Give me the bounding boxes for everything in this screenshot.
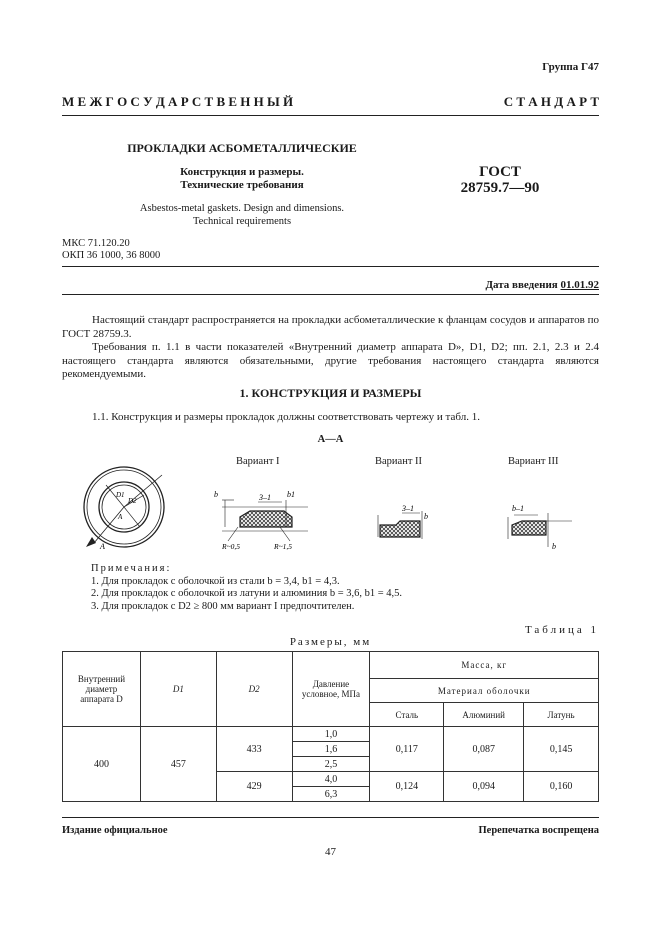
intro-date-value: 01.01.92 (560, 279, 599, 291)
header-d2: D2 (216, 652, 292, 727)
section-label: А—А (317, 434, 344, 445)
gost-designation (445, 164, 555, 196)
variant-3-section (508, 504, 572, 551)
header-d1: D1 (140, 652, 216, 727)
ring-plan-view (84, 467, 164, 551)
paragraph-requirements: Требования п. 1.1 в части показателей «Внутренний диаметр аппарата D», D1, D2; пп. 2.1, 2.3 и 2.4 настоящего стандарта являются обязательными, другие требования настоящего стандарта являются рекомендуемыми. (62, 341, 599, 380)
cell-d1: 457 (140, 727, 216, 802)
banner-right: С Т А Н Д А Р Т (503, 94, 599, 109)
cell-g1-p1: 1,0 (292, 727, 370, 742)
gasket-drawing (62, 455, 599, 555)
label-b-v2: b (424, 512, 428, 521)
cell-g2-p2: 6,3 (292, 787, 370, 802)
label-d2: D2 (128, 497, 137, 505)
cell-g2-al: 0,094 (444, 772, 524, 802)
page-number: 47 (325, 846, 336, 858)
header-brass: Латунь (524, 703, 599, 727)
label-d1: D1 (116, 491, 125, 499)
cell-g2-d2: 429 (216, 772, 292, 802)
label-3-1-v2: 3–1 (402, 504, 414, 513)
footer-rule (62, 817, 599, 818)
variant-1-section (214, 490, 308, 551)
intro-date-label: Дата введения (485, 279, 558, 291)
header-pressure: Давление условное, МПа (292, 652, 370, 727)
header-material: Материал оболочки (370, 679, 599, 703)
notes-title: Примечания: (91, 563, 172, 574)
english-line-1: Asbestos-metal gaskets. Design and dimensions. (139, 203, 345, 214)
label-b-v1: b (214, 490, 218, 499)
table-caption: Размеры, мм (289, 636, 372, 648)
gost-label: ГОСТ (479, 164, 521, 180)
cell-g2-brass: 0,160 (524, 772, 599, 802)
paragraph-scope: Настоящий стандарт распространяется на прокладки асбометаллические к фланцам сосудов и аппаратов по ГОСТ 28759.3. (62, 314, 599, 340)
okp-code: ОКП 36 1000, 36 8000 (62, 249, 161, 261)
label-a-cut: А (100, 542, 105, 551)
mks-code: МКС 71.120.20 (62, 238, 130, 249)
note-3: 3. Для прокладок с D2 ≥ 800 мм вариант I предпочтителен. (91, 600, 355, 612)
label-a-center: А (118, 513, 123, 521)
cell-g2-steel: 0,124 (370, 772, 444, 802)
cell-d: 400 (63, 727, 141, 802)
label-r15: R~1,5 (274, 542, 293, 551)
header-mass: Масса, кг (370, 652, 599, 679)
subtitle-line-2: Технические требования (180, 179, 304, 191)
cell-g2-p1: 4,0 (292, 772, 370, 787)
note-1: 1. Для прокладок с оболочкой из стали b = 3,4, b1 = 4,3. (91, 575, 340, 587)
cell-g1-d2: 433 (216, 727, 292, 772)
label-b-1-v3: b–1 (512, 504, 524, 513)
variant-2-label: Вариант II (375, 456, 423, 467)
header-rule (62, 115, 599, 116)
cell-g1-p3: 2,5 (292, 757, 370, 772)
english-line-2: Technical requirements (192, 216, 292, 227)
variant-3-label: Вариант III (508, 456, 559, 467)
intro-date (485, 279, 599, 291)
footer-official: Издание официальное (62, 825, 168, 836)
header-aluminium: Алюминий (444, 703, 524, 727)
date-rule (62, 294, 599, 295)
table-label: Таблица 1 (524, 624, 599, 636)
label-b-v3: b (552, 542, 556, 551)
cell-g1-brass: 0,145 (524, 727, 599, 772)
footer-reprint: Перепечатка воспрещена (478, 825, 599, 836)
cell-g1-p2: 1,6 (292, 742, 370, 757)
group-code: Группа Г47 (542, 61, 599, 73)
codes-rule (62, 266, 599, 267)
section-heading: 1. КОНСТРУКЦИЯ И РАЗМЕРЫ (239, 386, 422, 400)
paragraph-1-1: 1.1. Конструкция и размеры прокладок должны соответствовать чертежу и табл. 1. (92, 411, 480, 423)
notes-block (91, 563, 402, 613)
header-steel: Сталь (370, 703, 444, 727)
doc-title: ПРОКЛАДКИ АСБОМЕТАЛЛИЧЕСКИЕ (127, 141, 357, 155)
cell-g1-steel: 0,117 (370, 727, 444, 772)
english-title (62, 202, 422, 228)
label-r05: R~0,5 (222, 542, 241, 551)
standard-banner (62, 94, 599, 110)
classification-codes (62, 238, 160, 261)
label-3-1-v1: 3–1 (259, 493, 271, 502)
dimensions-table (62, 651, 599, 802)
banner-left: М Е Ж Г О С У Д А Р С Т В Е Н Н Ы Й (62, 94, 294, 109)
variant-2-section (378, 504, 428, 539)
cell-g1-al: 0,087 (444, 727, 524, 772)
note-2: 2. Для прокладок с оболочкой из латуни и алюминия b = 3,6, b1 = 4,5. (91, 588, 403, 599)
subtitle-line-1: Конструкция и размеры. (180, 166, 304, 178)
label-b1-v1: b1 (287, 490, 295, 499)
header-inner-diameter: Внутренний диаметр аппарата D (63, 652, 141, 727)
gost-number: 28759.7—90 (460, 180, 540, 196)
doc-subtitle (62, 166, 422, 192)
variant-1-label: Вариант I (236, 456, 280, 467)
